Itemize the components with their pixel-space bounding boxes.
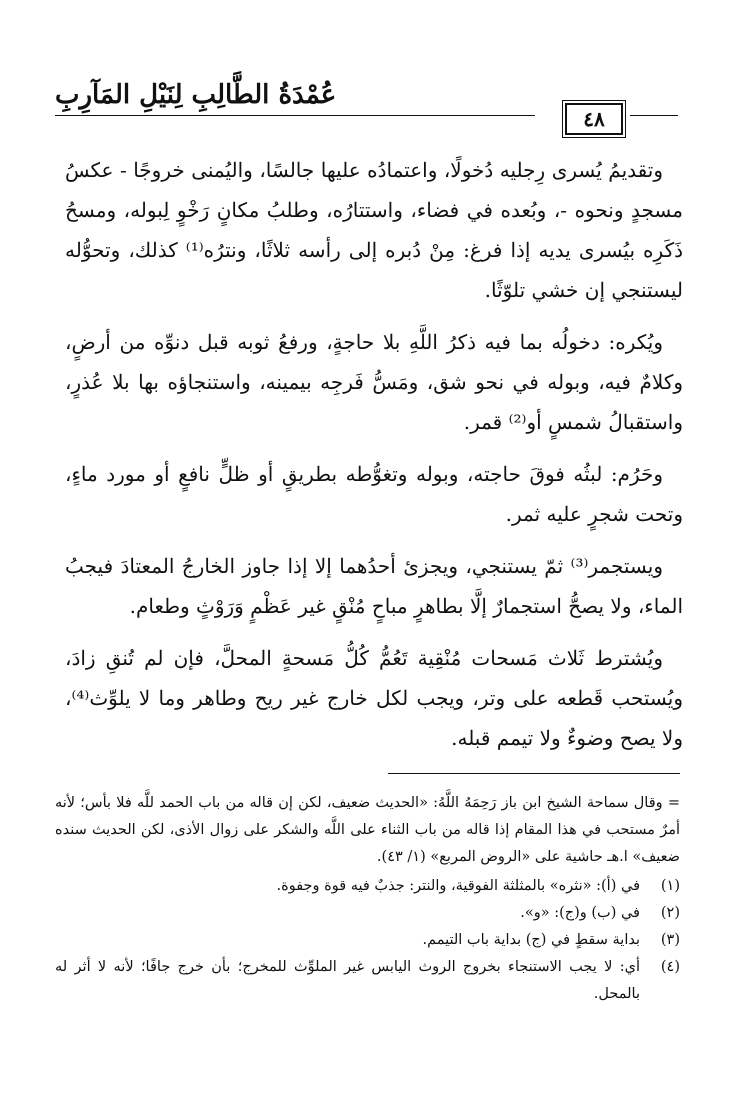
- paragraph: وتقديمُ يُسرى رِجليه دُخولًا، واعتمادُه عليها جالسًا، واليُمنى خروجًا - عكسُ مسجدٍ ونحوه -، وبُعده في فضاء، واستتارُه، وطلبُ مكانٍ رَخْوٍ لِبوله، ومسحُ ذَكَرِه بيُسرى يديه إذا فرغ: مِنْ دُبره إلى رأسه ثلاثًا، ونترُه⁽¹⁾ كذلك، وتحوُّله ليستنجي إن خشي تلوّثًا.: [65, 158, 683, 302]
- footnote-separator: [388, 773, 680, 774]
- footnote: [55, 873, 680, 900]
- paragraph: ويُشترط ثَلاث مَسحات مُنْقِية تَعُمُّ كُلُّ مَسحةٍ المحلَّ، فإن لم تُنقِ زادَ، ويُستحب قَطعه على وتر، ويجب لكل خارج غير ريح وطاهر وما لا يلوِّث⁽⁴⁾، ولا يصح وضوءٌ ولا تيمم قبله.: [65, 646, 683, 750]
- footnote-continuation: = وقال سماحة الشيخ ابن باز رَحِمَهُ اللَّهُ: «الحديث ضعيف، لكن إن قاله من باب الحمد للَّه فلا بأس؛ لأنه أمرٌ مستحب في هذا المقام إذا قاله من باب الثناء على اللَّه والشكر على زوال الأذى، لكن الحديث سنده ضعيف» ا.هـ حاشية على «الروض المربع» (١/ ٤٣).: [55, 795, 680, 865]
- paragraph: وحَرُم: لبثُه فوقَ حاجته، وبوله وتغوُّطه بطريقٍ أو ظلٍّ نافعٍ أو مورد ماءٍ، وتحت شجرٍ عليه ثمر.: [65, 462, 683, 526]
- header-rule-short: [630, 115, 678, 116]
- footnote-text: في (أ): «نثره» بالمثلثة الفوقية، والنتر: جذبٌ فيه قوة وجفوة.: [276, 878, 640, 894]
- book-title: عُمْدَةُ الطَّالِبِ لِنَيْلِ المَآرِبِ: [55, 80, 337, 110]
- footnote: [55, 900, 680, 927]
- footnote: [55, 927, 680, 954]
- footnotes: [55, 790, 680, 1008]
- footnote-number: (١): [660, 878, 680, 894]
- page-header: [0, 70, 746, 130]
- footnote: [55, 954, 680, 1008]
- main-text: [65, 150, 683, 770]
- paragraph: ويستجمر⁽³⁾ ثمّ يستنجي، ويجزئ أحدُهما إلا إذا جاوز الخارجُ المعتادَ فيجبُ الماء، ولا يصحُّ استجمارٌ إلَّا بطاهرٍ مباحٍ مُنْقٍ غير عَظْمٍ وَرَوْثٍ وطعام.: [65, 554, 683, 618]
- footnote-text: في (ب) و(ج): «و».: [520, 905, 640, 921]
- footnote-number: (٢): [660, 905, 680, 921]
- page-number: ٤٨: [565, 103, 623, 135]
- footnote-number: (٤): [660, 959, 680, 975]
- footnote-number: (٣): [660, 932, 680, 948]
- paragraph: ويُكره: دخولُه بما فيه ذكرُ اللَّهِ بلا حاجةٍ، ورفعُ ثوبه قبل دنوِّه من أرضٍ، وكلامٌ فيه، وبوله في نحو شق، ومَسُّ فَرجِه بيمينه، واستنجاؤه بها بلا عُذرٍ، واستقبالُ شمسٍ أو⁽²⁾ قمر.: [65, 330, 683, 434]
- header-rule: [55, 115, 535, 116]
- footnote-text: أي: لا يجب الاستنجاء بخروج الروث اليابس غير الملوِّث للمخرج؛ بأن خرج جافًا؛ لأنه لا أثر له بالمحل.: [55, 959, 640, 1002]
- footnote-text: بداية سقطٍ في (ج) بداية باب التيمم.: [422, 932, 640, 948]
